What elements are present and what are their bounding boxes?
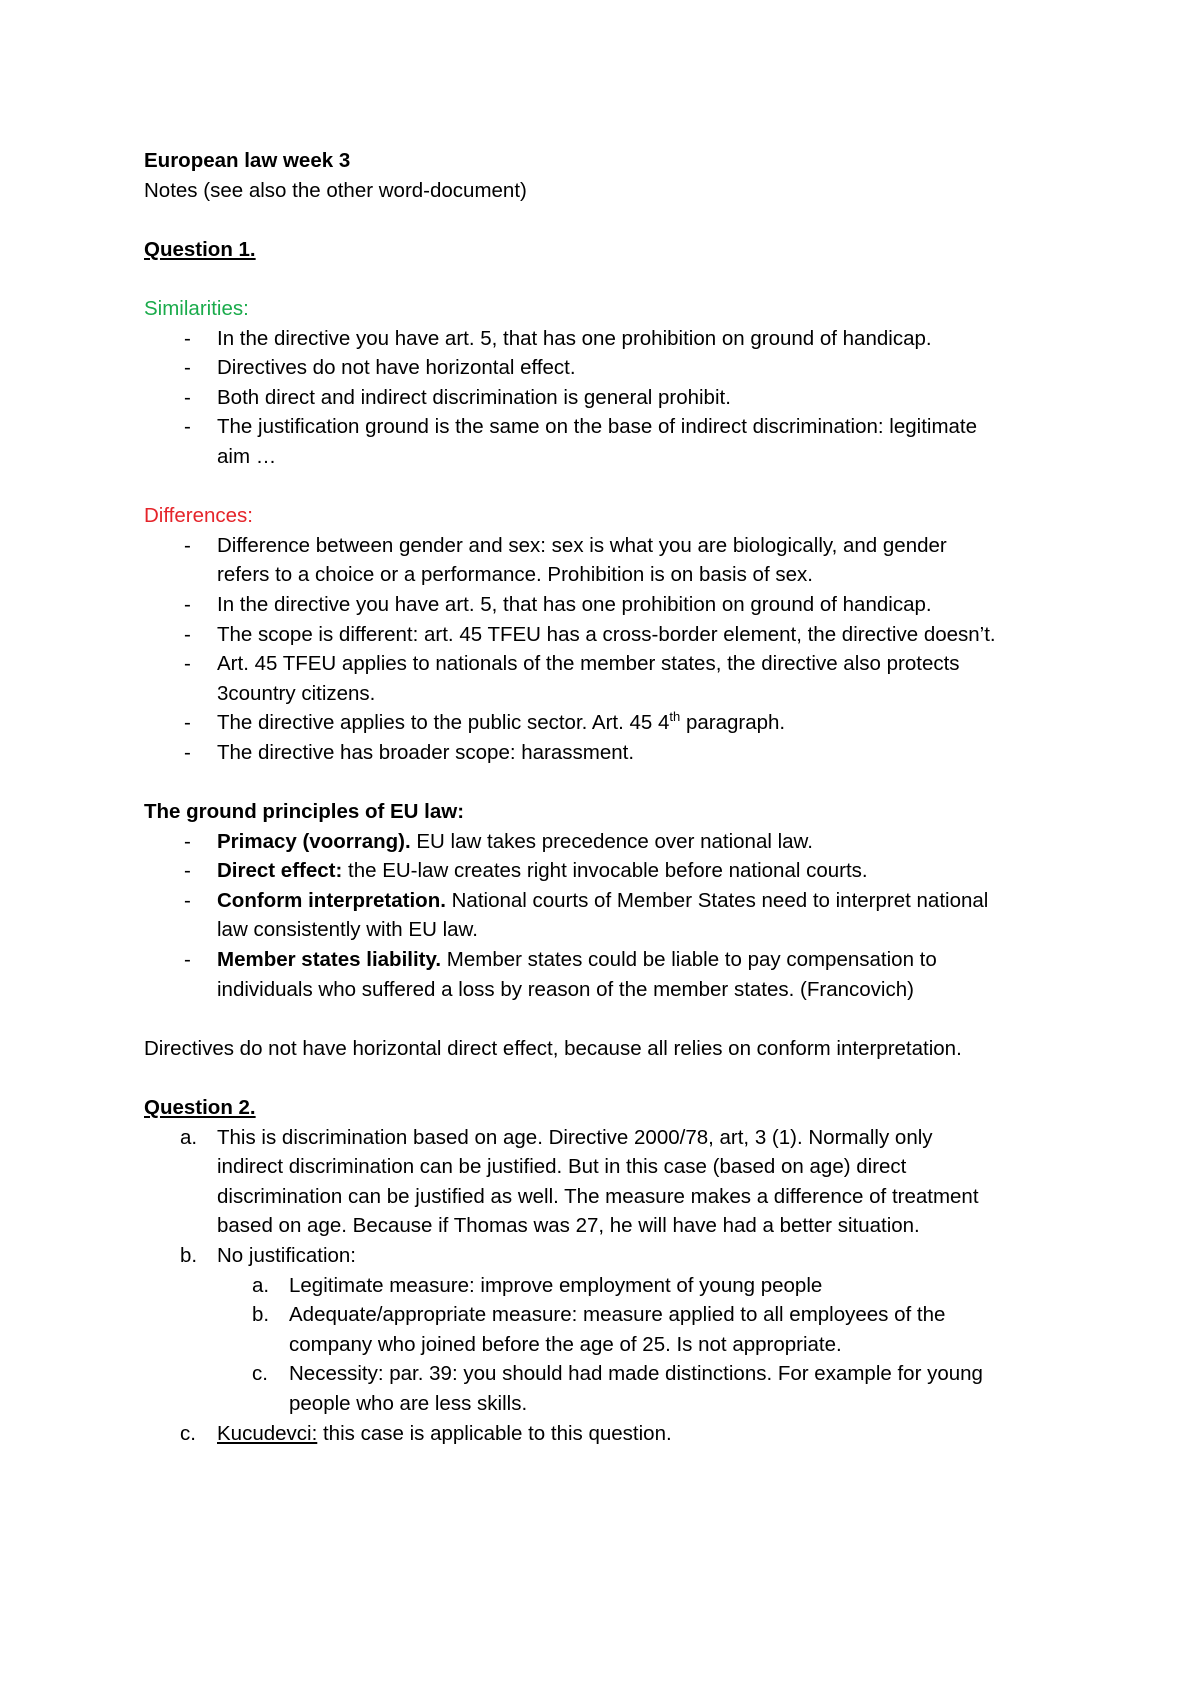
principle-item: - Primacy (voorrang). EU law takes precedence over national law. bbox=[184, 829, 813, 853]
similarities-heading: Similarities: bbox=[144, 296, 249, 320]
principles-heading: The ground principles of EU law: bbox=[144, 800, 465, 824]
answer-a: a. This is discrimination based on age. Directive 2000/78, art, 3 (1). Normally only indirect discrimination can be justified. But in this case (based on age) direct discrimination can be justified as well. The measure makes a difference of treatment based on age. Because if Thomas was 27, he will have had a better situation. bbox=[180, 1125, 979, 1238]
answer-c: c. Kucudevci: this case is applicable to this question. bbox=[180, 1421, 672, 1445]
difference-item: - Difference between gender and sex: sex is what you are biologically, and gender refers to a choice or a performance. Prohibition is on basis of sex. bbox=[184, 533, 947, 587]
difference-item: - Art. 45 TFEU applies to nationals of the member states, the directive also protects 3country citizens. bbox=[184, 652, 960, 705]
case-name: Kucudevci: bbox=[217, 1421, 318, 1445]
answer-b-sub-a: a. Legitimate measure: improve employment of young people bbox=[252, 1273, 823, 1297]
similarity-item: - Both direct and indirect discrimination is general prohibit. bbox=[184, 385, 731, 409]
answer-b-sub-c: c. Necessity: par. 39: you should had made distinctions. For example for young people who are less skills. bbox=[252, 1362, 983, 1415]
principle-item: - Member states liability. Member states could be liable to pay compensation to individuals who suffered a loss by reason of the member states. (Francovich) bbox=[184, 948, 937, 1001]
similarity-item: - The justification ground is the same on the base of indirect discrimination: legitimate aim … bbox=[184, 415, 978, 468]
document-subtitle: Notes (see also the other word-document) bbox=[144, 178, 527, 202]
similarity-item: - Directives do not have horizontal effect. bbox=[184, 356, 576, 380]
question-2-heading: Question 2. bbox=[144, 1096, 256, 1119]
differences-heading: Differences: bbox=[144, 504, 254, 528]
document-body bbox=[144, 146, 1064, 1448]
similarity-item: - In the directive you have art. 5, that has one prohibition on ground of handicap. bbox=[184, 326, 932, 350]
answer-b: b. No justification: bbox=[180, 1243, 357, 1267]
difference-item: - The directive has broader scope: harassment. bbox=[184, 740, 635, 764]
difference-item: - The directive applies to the public sector. Art. 45 4th paragraph. bbox=[184, 709, 786, 735]
difference-item: - The scope is different: art. 45 TFEU has a cross-border element, the directive doesn’t. bbox=[184, 622, 996, 646]
difference-item: - In the directive you have art. 5, that has one prohibition on ground of handicap. bbox=[184, 592, 932, 616]
question-1-heading: Question 1. bbox=[144, 237, 256, 261]
principle-item: - Conform interpretation. National courts of Member States need to interpret national law consistently with EU law. bbox=[184, 888, 989, 942]
principle-item: - Direct effect: the EU-law creates right invocable before national courts. bbox=[184, 859, 868, 883]
document-title: European law week 3 bbox=[144, 149, 351, 172]
answer-b-sub-b: b. Adequate/appropriate measure: measure applied to all employees of the company who joined before the age of 25. Is not appropriate. bbox=[252, 1303, 946, 1356]
conclusion-paragraph: Directives do not have horizontal direct effect, because all relies on conform interpretation. bbox=[144, 1036, 962, 1060]
